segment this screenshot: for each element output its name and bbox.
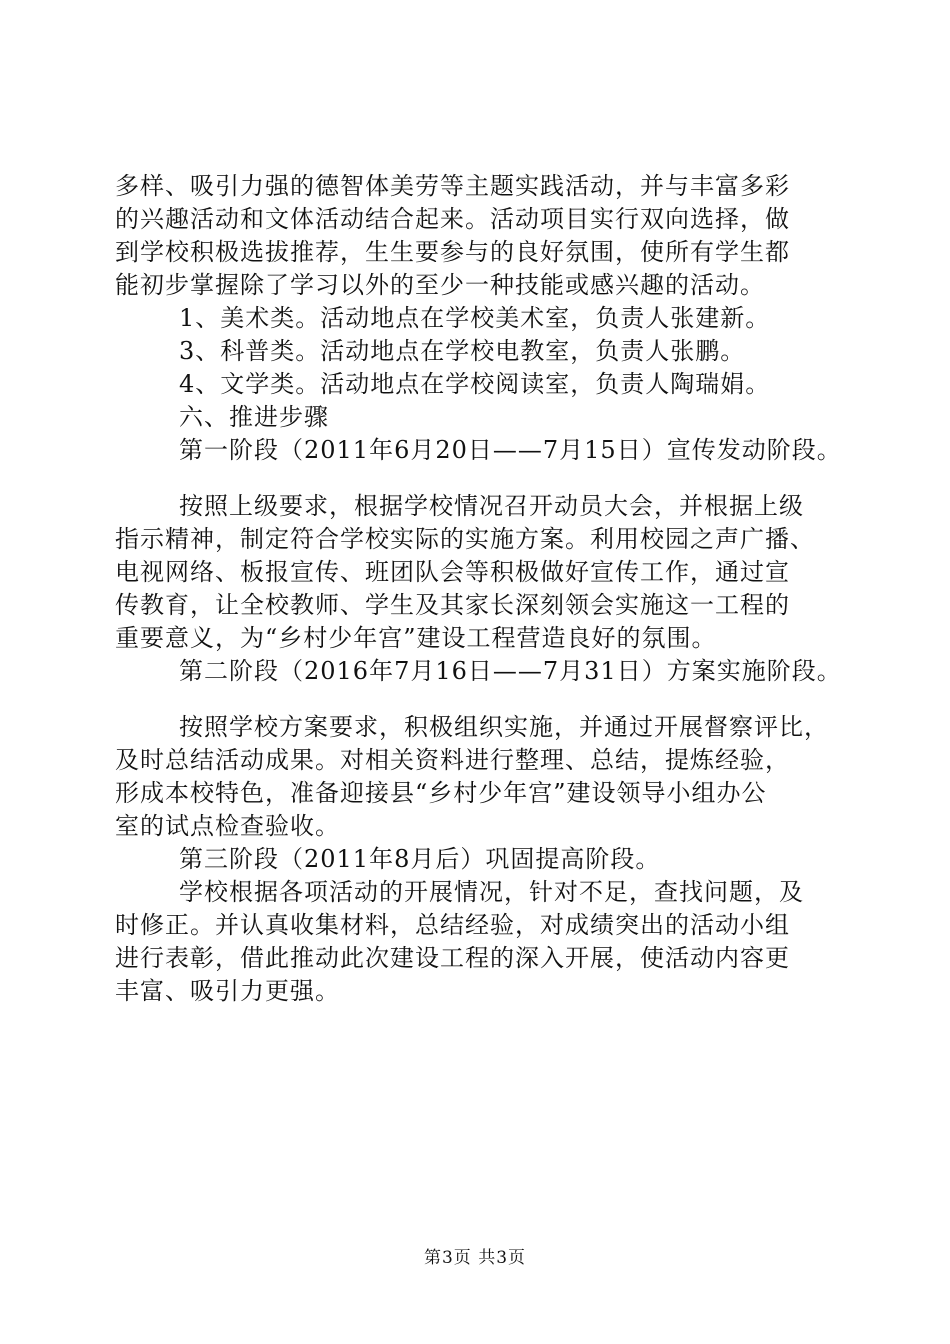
text-line: 时修正。并认真收集材料，总结经验，对成绩突出的活动小组: [115, 911, 790, 939]
text-line: 及时总结活动成果。对相关资料进行整理、总结，提炼经验，: [115, 746, 790, 774]
activity-item-art: 1、美术类。活动地点在学校美术室，负责人张建新。: [179, 304, 771, 332]
text-line: 重要意义，为“乡村少年宫”建设工程营造良好的氛围。: [115, 624, 717, 652]
text-line: 室的试点检查验收。: [115, 812, 340, 840]
text-line: 指示精神，制定符合学校实际的实施方案。利用校园之声广播、: [115, 525, 815, 553]
activity-item-science: 3、科普类。活动地点在学校电教室，负责人张鹏。: [179, 337, 746, 365]
document-body: [115, 170, 840, 1008]
text-line: 按照上级要求，根据学校情况召开动员大会，并根据上级: [179, 492, 804, 520]
text-line: 形成本校特色，准备迎接县“乡村少年宫”建设领导小组办公: [115, 779, 767, 807]
text-line: 传教育，让全校教师、学生及其家长深刻领会实施这一工程的: [115, 591, 790, 619]
text-line: 学校根据各项活动的开展情况，针对不足，查找问题，及: [179, 878, 804, 906]
text-line: 丰富、吸引力更强。: [115, 977, 340, 1005]
text-line: 能初步掌握除了学习以外的至少一种技能或感兴趣的活动。: [115, 271, 765, 299]
stage-two-heading: 第二阶段（2016年7月16日——7月31日）方案实施阶段。: [179, 657, 842, 685]
text-line: 多样、吸引力强的德智体美劳等主题实践活动，并与丰富多彩: [115, 172, 790, 200]
paragraph-gap: [115, 467, 840, 490]
text-line: 进行表彰，借此推动此次建设工程的深入开展，使活动内容更: [115, 944, 790, 972]
text-line: 按照学校方案要求，积极组织实施，并通过开展督察评比，: [179, 713, 829, 741]
text-line: 的兴趣活动和文体活动结合起来。活动项目实行双向选择，做: [115, 205, 790, 233]
text-line: 电视网络、板报宣传、班团队会等积极做好宣传工作，通过宣: [115, 558, 790, 586]
page-number-footer: 第3页 共3页: [423, 1248, 527, 1268]
stage-one-heading: 第一阶段（2011年6月20日——7月15日）宣传发动阶段。: [179, 436, 842, 464]
activity-item-literature: 4、文学类。活动地点在学校阅读室，负责人陶瑞娟。: [179, 370, 771, 398]
paragraph-gap: [115, 688, 840, 711]
section-heading-steps: 六、推进步骤: [179, 403, 329, 431]
stage-three-heading: 第三阶段（2011年8月后）巩固提高阶段。: [179, 845, 661, 873]
text-line: 到学校积极选拔推荐，生生要参与的良好氛围，使所有学生都: [115, 238, 790, 266]
